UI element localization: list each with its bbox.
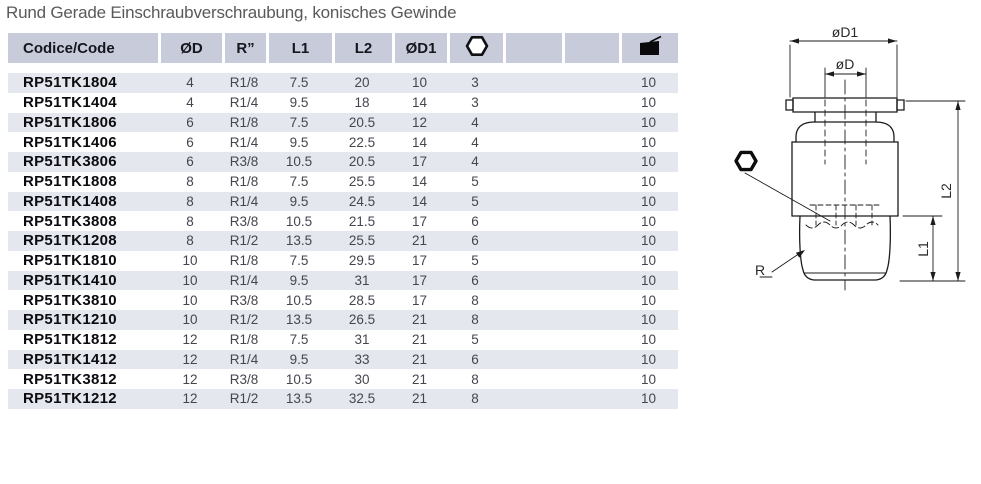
cell-l2: 26.5 (348, 312, 376, 328)
cell-d1: 21 (411, 332, 428, 348)
cell-code: RP51TK3810 (23, 291, 117, 309)
table-row (8, 369, 678, 389)
cell-l2: 25.5 (348, 233, 376, 249)
dim-label-r: R (754, 262, 766, 278)
cell-r: R1/4 (229, 95, 259, 111)
table-body (8, 73, 678, 409)
header-cell-l2: L2 (332, 33, 392, 63)
cell-d: 12 (182, 351, 198, 367)
cell-d1: 17 (411, 292, 428, 308)
cell-hex: 6 (471, 272, 479, 288)
cell-pack: 10 (640, 272, 657, 288)
cell-l1: 13.5 (285, 391, 313, 407)
table-row (8, 271, 678, 291)
cell-r: R1/2 (229, 233, 259, 249)
table-row (8, 93, 678, 113)
cell-pack: 10 (640, 174, 657, 190)
technical-drawing (700, 18, 981, 308)
dim-label-d: øD (835, 56, 855, 72)
cell-d: 8 (186, 233, 194, 249)
cell-l1: 10.5 (285, 154, 313, 170)
cell-hex: 8 (471, 391, 479, 407)
cell-d1: 21 (411, 233, 428, 249)
cell-hex: 8 (471, 292, 479, 308)
cell-pack: 10 (640, 391, 657, 407)
cell-hex: 6 (471, 213, 479, 229)
cell-pack: 10 (640, 213, 657, 229)
cell-l2: 29.5 (348, 253, 376, 269)
cell-pack: 10 (640, 233, 657, 249)
cell-l1: 7.5 (289, 332, 309, 348)
cell-l2: 20 (354, 75, 370, 91)
table-row (8, 310, 678, 330)
cell-r: R3/8 (229, 213, 259, 229)
package-icon (637, 34, 663, 62)
cell-r: R1/8 (229, 253, 259, 269)
cell-code: RP51TK1406 (23, 133, 117, 151)
header-cell-d: ØD (158, 33, 222, 63)
cell-d1: 14 (411, 174, 428, 190)
header-cell-pack (619, 33, 678, 63)
cell-code: RP51TK1408 (23, 192, 117, 210)
cell-r: R3/8 (229, 371, 259, 387)
table-row (8, 211, 678, 231)
table-row (8, 73, 678, 93)
table-row (8, 290, 678, 310)
cell-d1: 21 (411, 351, 428, 367)
header-cell-l1: L1 (266, 33, 332, 63)
cell-hex: 8 (471, 312, 479, 328)
cell-l2: 31 (354, 332, 370, 348)
cell-r: R3/8 (229, 154, 259, 170)
cell-hex: 6 (471, 233, 479, 249)
page-title: Rund Gerade Einschraubverschraubung, konisches Gewinde (6, 3, 457, 22)
cell-d1: 14 (411, 134, 428, 150)
cell-l2: 22.5 (348, 134, 376, 150)
cell-d: 12 (182, 391, 198, 407)
table-row (8, 152, 678, 172)
hex-nut-icon (464, 33, 490, 63)
cell-pack: 10 (640, 292, 657, 308)
cell-d: 10 (182, 312, 198, 328)
header-cell-spare2 (562, 33, 619, 63)
cell-d1: 10 (411, 75, 428, 91)
cell-pack: 10 (640, 114, 657, 130)
table-row (8, 330, 678, 350)
cell-d: 10 (182, 253, 198, 269)
cell-hex: 4 (471, 114, 479, 130)
cell-d: 10 (182, 272, 198, 288)
dim-label-d1: øD1 (831, 24, 859, 40)
cell-pack: 10 (640, 154, 657, 170)
cell-l1: 9.5 (289, 134, 309, 150)
table-header (8, 33, 678, 63)
cell-code: RP51TK1808 (23, 173, 117, 191)
cell-pack: 10 (640, 75, 657, 91)
cell-r: R1/4 (229, 193, 259, 209)
cell-r: R1/2 (229, 391, 259, 407)
cell-hex: 3 (471, 95, 479, 111)
cell-l1: 13.5 (285, 233, 313, 249)
cell-l1: 13.5 (285, 312, 313, 328)
table-row (8, 350, 678, 370)
cell-code: RP51TK1404 (23, 94, 117, 112)
cell-hex: 4 (471, 134, 479, 150)
cell-r: R3/8 (229, 292, 259, 308)
cell-d: 8 (186, 193, 194, 209)
header-cell-code: Codice/Code (8, 33, 158, 63)
cell-d1: 17 (411, 253, 428, 269)
cell-l2: 32.5 (348, 391, 376, 407)
cell-d: 10 (182, 292, 198, 308)
table-row (8, 192, 678, 212)
cell-d: 8 (186, 174, 194, 190)
cell-pack: 10 (640, 253, 657, 269)
cell-code: RP51TK3808 (23, 212, 117, 230)
cell-l2: 20.5 (348, 154, 376, 170)
cell-r: R1/8 (229, 75, 259, 91)
cell-code: RP51TK1208 (23, 232, 117, 250)
cell-d: 12 (182, 332, 198, 348)
cell-l1: 9.5 (289, 351, 309, 367)
cell-pack: 10 (640, 193, 657, 209)
table-row (8, 172, 678, 192)
cell-hex: 5 (471, 193, 479, 209)
cell-l2: 24.5 (348, 193, 376, 209)
cell-d1: 14 (411, 95, 428, 111)
cell-r: R1/4 (229, 272, 259, 288)
cell-l2: 30 (354, 371, 370, 387)
cell-d: 12 (182, 371, 198, 387)
cell-code: RP51TK1804 (23, 74, 117, 92)
cell-code: RP51TK3806 (23, 153, 117, 171)
hex-leader-line (745, 173, 830, 221)
cell-l1: 9.5 (289, 272, 309, 288)
cell-l2: 33 (354, 351, 370, 367)
cell-pack: 10 (640, 371, 657, 387)
table-row (8, 231, 678, 251)
header-cell-spare1 (503, 33, 562, 63)
cell-l1: 7.5 (289, 253, 309, 269)
dim-label-l1: L1 (915, 241, 931, 257)
cell-r: R1/8 (229, 174, 259, 190)
cell-l1: 9.5 (289, 193, 309, 209)
cell-r: R1/8 (229, 114, 259, 130)
header-cell-r: R” (222, 33, 266, 63)
cell-hex: 5 (471, 253, 479, 269)
cell-code: RP51TK1812 (23, 331, 117, 349)
cell-hex: 8 (471, 371, 479, 387)
hex-callout-icon (736, 152, 756, 169)
header-cell-d1: ØD1 (392, 33, 447, 63)
cell-d1: 21 (411, 312, 428, 328)
cell-hex: 6 (471, 351, 479, 367)
cell-d: 6 (186, 154, 194, 170)
cell-r: R1/2 (229, 312, 259, 328)
cell-pack: 10 (640, 332, 657, 348)
cell-l1: 10.5 (285, 371, 313, 387)
cell-d1: 12 (411, 114, 428, 130)
cell-d: 6 (186, 134, 194, 150)
dim-label-l2: L2 (938, 183, 954, 199)
cell-d: 8 (186, 213, 194, 229)
cell-d1: 17 (411, 213, 428, 229)
cell-d: 4 (186, 75, 194, 91)
cell-l1: 10.5 (285, 213, 313, 229)
cell-code: RP51TK1210 (23, 311, 117, 329)
cell-l2: 25.5 (348, 174, 376, 190)
cell-code: RP51TK1212 (23, 390, 117, 408)
cell-d: 4 (186, 95, 194, 111)
table-row (8, 113, 678, 133)
cell-r: R1/4 (229, 351, 259, 367)
cell-r: R1/8 (229, 332, 259, 348)
cell-code: RP51TK1412 (23, 350, 117, 368)
cell-code: RP51TK1810 (23, 252, 117, 270)
cell-hex: 5 (471, 332, 479, 348)
cell-r: R1/4 (229, 134, 259, 150)
cell-l1: 7.5 (289, 174, 309, 190)
cell-l2: 20.5 (348, 114, 376, 130)
cell-d: 6 (186, 114, 194, 130)
cell-l1: 9.5 (289, 95, 309, 111)
cell-hex: 3 (471, 75, 479, 91)
cell-code: RP51TK1806 (23, 113, 117, 131)
cell-d1: 17 (411, 272, 428, 288)
cell-pack: 10 (640, 312, 657, 328)
product-table (8, 33, 678, 409)
table-row (8, 389, 678, 409)
header-cell-hex (447, 33, 503, 63)
cell-l2: 21.5 (348, 213, 376, 229)
cell-code: RP51TK1410 (23, 271, 117, 289)
cell-l2: 28.5 (348, 292, 376, 308)
cell-hex: 4 (471, 154, 479, 170)
cell-d1: 17 (411, 154, 428, 170)
cell-l1: 10.5 (285, 292, 313, 308)
table-row (8, 251, 678, 271)
cell-code: RP51TK3812 (23, 370, 117, 388)
cell-l1: 7.5 (289, 114, 309, 130)
cell-d1: 14 (411, 193, 428, 209)
cell-l2: 31 (354, 272, 370, 288)
cell-pack: 10 (640, 134, 657, 150)
cell-d1: 21 (411, 391, 428, 407)
cell-hex: 5 (471, 174, 479, 190)
table-row (8, 132, 678, 152)
cell-pack: 10 (640, 95, 657, 111)
cell-pack: 10 (640, 351, 657, 367)
cell-l1: 7.5 (289, 75, 309, 91)
cell-l2: 18 (354, 95, 370, 111)
cell-d1: 21 (411, 371, 428, 387)
